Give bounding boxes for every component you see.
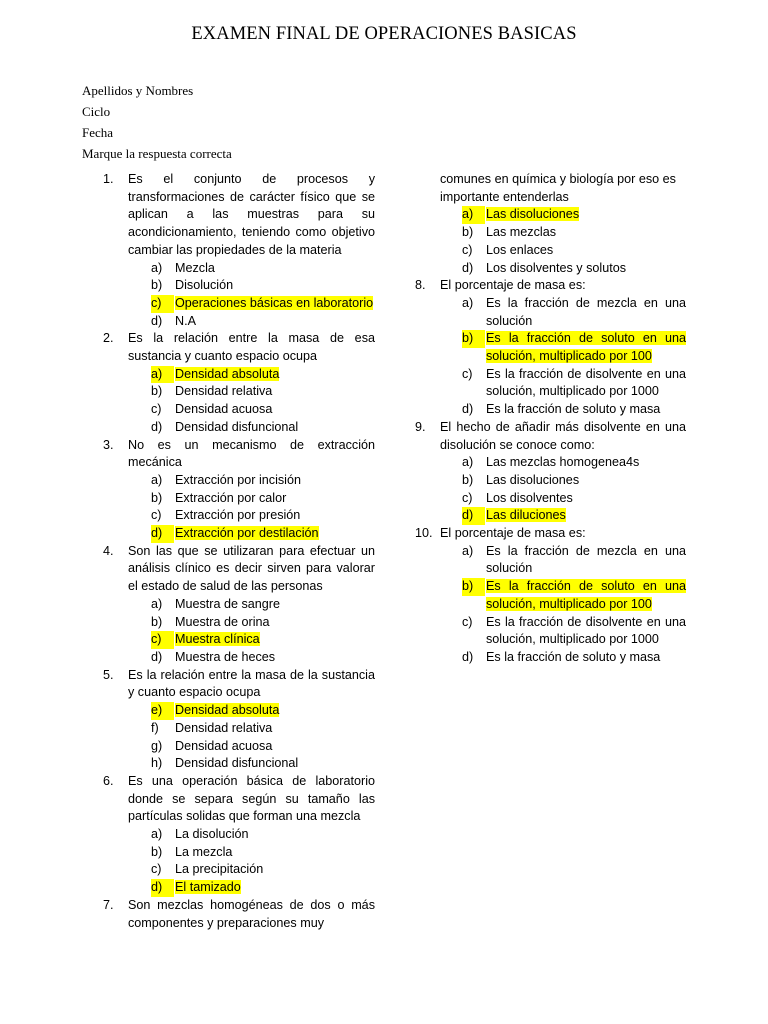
option-letter: a) [462,543,474,558]
answer-option [103,720,375,738]
question-item [415,419,686,454]
option-text: Los enlaces [486,242,554,257]
option-letter: f) [151,720,159,735]
answer-option [415,206,686,224]
question-number: 1. [103,172,114,186]
answer-option [103,401,375,419]
option-text: Es la fracción de disolvente en una solución, multiplicado por 1000 [486,366,686,399]
question-text: Es la relación entre la masa de la sustancia y cuanto espacio ocupa [128,667,375,700]
question-text: El porcentaje de masa es: [440,526,586,541]
option-text: Extracción por incisión [175,472,301,487]
option-letter: h) [151,756,163,771]
answer-option [415,578,686,613]
option-letter-correct: c) [151,631,174,649]
answer-option [103,738,375,756]
answer-option [415,224,686,242]
option-text: La disolución [175,827,249,842]
question-number: 2. [103,331,114,346]
option-letter: c) [462,614,473,629]
answer-option [103,879,375,897]
question-item [103,543,375,596]
answer-option [103,295,375,313]
option-text: Extracción por calor [175,490,287,505]
option-letter: d) [462,402,474,417]
answer-option [103,844,375,862]
answer-option [415,649,686,667]
answer-option [415,490,686,508]
answer-option [103,313,375,331]
option-letter: b) [151,614,163,629]
option-text-correct: Muestra clínica [175,632,260,647]
option-text: N.A [175,313,196,328]
option-letter: a) [462,295,474,310]
question-number: 6. [103,773,114,788]
answer-option [415,543,686,578]
option-text: Es la fracción de mezcla en una solución [486,295,686,328]
answer-option [415,472,686,490]
answer-option [103,260,375,278]
question-number: 7. [103,897,114,912]
option-letter: d) [151,649,163,664]
answer-option [415,242,686,260]
question-item [103,667,375,702]
option-letter: b) [462,472,474,487]
option-letter: b) [151,490,163,505]
question-item [415,525,686,543]
option-letter: b) [151,278,163,293]
question-number: 10. [415,526,433,541]
option-text-correct: Las disoluciones [486,207,580,222]
answer-option [415,401,686,419]
question-text: Es el conjunto de procesos y transformaciones de carácter físico que se aplican a las muestras para su acondicionamiento, teniendo como objetivo cambiar las propiedades de la materia [128,172,375,257]
option-letter-correct: a) [151,366,174,384]
option-text: Es la fracción de soluto y masa [486,402,661,417]
page-title: EXAMEN FINAL DE OPERACIONES BASICAS [191,24,577,44]
answer-option [415,260,686,278]
answer-option [103,383,375,401]
option-text-correct: Densidad absoluta [175,366,280,381]
question-text: El porcentaje de masa es: [440,278,586,293]
answer-option [415,454,686,472]
question-text-continuation: comunes en química y biología por eso es importante entenderlas [440,172,676,204]
option-text: Muestra de heces [175,649,276,664]
answer-option [103,755,375,773]
option-letter: b) [151,384,163,399]
left-column [103,171,375,932]
question-text: Es una operación básica de laboratorio donde se separa según su tamaño las partículas solidas que forman una mezcla [128,773,375,824]
question-number: 3. [103,437,114,452]
answer-option [415,614,686,649]
question-item [103,773,375,826]
option-letter: b) [151,844,163,859]
option-letter: c) [462,242,473,257]
option-text: Disolución [175,278,234,293]
option-text: Muestra de orina [175,614,270,629]
option-letter-correct: e) [151,702,174,720]
option-text: La precipitación [175,862,264,877]
option-letter: a) [462,455,474,470]
option-letter: c) [151,402,162,417]
option-letter-correct: b) [462,578,485,596]
answer-option [103,507,375,525]
option-letter: c) [462,490,473,505]
option-letter: d) [151,419,163,434]
answer-option [103,277,375,295]
option-text-correct: Extracción por destilación [175,526,319,541]
question-number: 4. [103,543,114,558]
question-item [103,171,375,260]
option-text: Densidad acuosa [175,402,273,417]
option-letter-correct: d) [462,507,485,525]
answer-option [103,366,375,384]
question-text: Son las que se utilizaran para efectuar un análisis clínico es decir sirven para valorar el estado de salud de las personas [128,543,375,594]
answer-option [103,419,375,437]
option-letter-correct: b) [462,330,485,348]
option-text: Densidad disfuncional [175,419,299,434]
option-letter: a) [151,472,163,487]
question-item [103,330,375,365]
question-number: 9. [415,419,426,434]
option-text: Es la fracción de disolvente en una solución, multiplicado por 1000 [486,614,686,647]
option-letter: d) [151,313,163,328]
answer-option [103,472,375,490]
option-text-correct: El tamizado [175,880,241,895]
question-number: 8. [415,278,426,293]
answer-option [415,366,686,401]
option-text-correct: Es la fracción de soluto en una solución, multiplicado por 100 [486,579,686,611]
question-text: El hecho de añadir más disolvente en una disolución se conoce como: [440,419,686,452]
question-item [415,277,686,295]
option-text: Densidad acuosa [175,738,273,753]
question-number: 5. [103,667,114,682]
option-letter: c) [462,366,473,381]
option-letter: c) [151,508,162,523]
name-label: Apellidos y Nombres [82,83,194,98]
option-text: Las mezclas homogenea4s [486,455,640,470]
answer-option [103,596,375,614]
answer-option [103,649,375,667]
option-letter: d) [462,260,474,275]
option-letter: b) [462,225,474,240]
answer-option [103,826,375,844]
option-text-correct: Densidad absoluta [175,703,280,718]
option-letter-correct: c) [151,295,174,313]
option-text: Densidad disfuncional [175,756,299,771]
option-text-correct: Operaciones básicas en laboratorio [175,295,374,310]
option-letter-correct: a) [462,206,485,224]
option-text: Extracción por presión [175,508,301,523]
option-letter: a) [151,827,163,842]
answer-option [415,330,686,365]
option-letter: a) [151,260,163,275]
option-text: Es la fracción de mezcla en una solución [486,543,686,576]
option-text: Densidad relativa [175,720,273,735]
answer-option [415,507,686,525]
option-text-correct: Es la fracción de soluto en una solución, multiplicado por 100 [486,331,686,364]
option-letter-correct: d) [151,879,174,897]
option-text-correct: Las diluciones [486,508,566,523]
cycle-label: Ciclo [82,104,111,119]
answer-option [103,614,375,632]
answer-option [103,702,375,720]
question-text: Son mezclas homogéneas de dos o más componentes y preparaciones muy [128,897,375,930]
option-text: Muestra de sangre [175,596,281,611]
answer-option [103,861,375,879]
answer-option [103,490,375,508]
answer-option [103,525,375,543]
option-text: Los disolventes [486,490,573,505]
option-letter: g) [151,738,163,753]
option-text: Densidad relativa [175,384,273,399]
answer-option [103,631,375,649]
right-column [415,171,686,667]
option-text: Los disolventes y solutos [486,260,627,275]
option-letter: c) [151,862,162,877]
question-item [103,897,375,932]
option-text: Es la fracción de soluto y masa [486,649,661,664]
instruction-text: Marque la respuesta correcta [82,146,232,161]
option-text: Las disoluciones [486,472,580,487]
option-text: La mezcla [175,844,233,859]
option-text: Las mezclas [486,225,556,240]
question-text: Es la relación entre la masa de esa sustancia y cuanto espacio ocupa [128,331,375,364]
answer-option [415,295,686,330]
option-text: Mezcla [175,260,215,275]
option-letter: d) [462,649,474,664]
option-letter: a) [151,596,163,611]
date-label: Fecha [82,125,114,140]
question-item [103,437,375,472]
question-text: No es un mecanismo de extracción mecánica [128,437,375,470]
option-letter-correct: d) [151,525,174,543]
